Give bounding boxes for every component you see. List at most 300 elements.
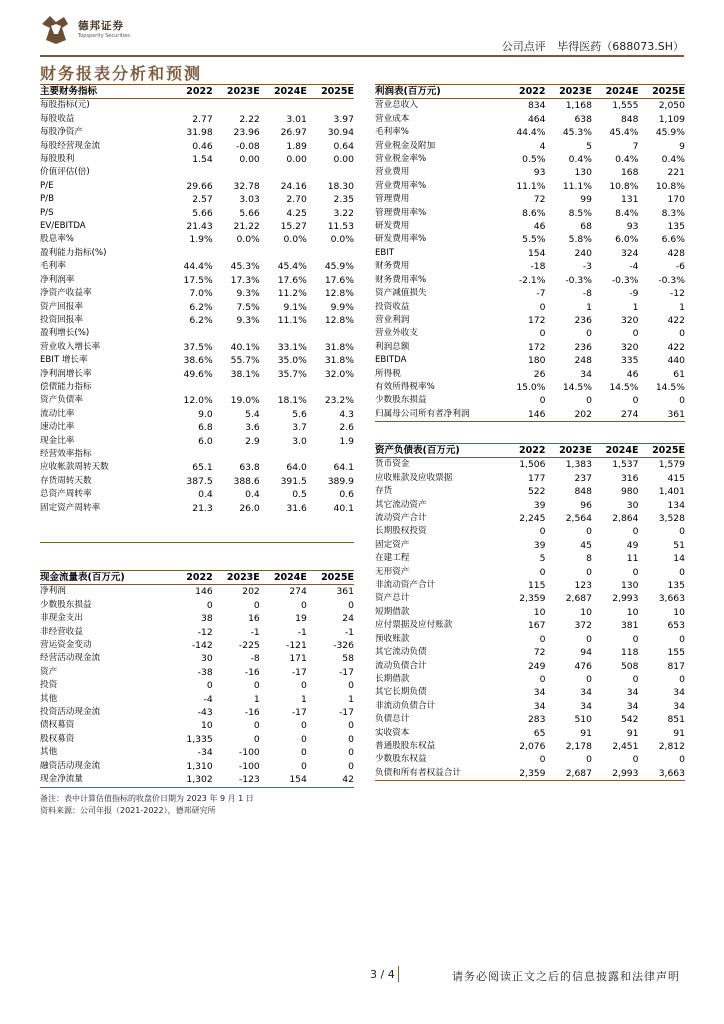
cell-value: -34 [197,747,213,759]
table-row [40,207,354,220]
cell-value: 0 [679,328,685,340]
cell-value: 17.6% [324,274,354,286]
row-label: 应收帐款周转天数 [40,462,109,473]
cell-value: 0 [632,754,639,766]
table-row [375,140,685,153]
cell-value: 26.0 [239,502,260,514]
cell-value: 2.77 [192,113,213,125]
cell-value: 39 [533,499,546,511]
cell-value: 817 [667,660,685,672]
logo-subtext: Topsperity Securities [78,33,130,39]
row-label: 偿债能力指标 [40,381,92,392]
cell-value: 0 [253,720,260,732]
cell-value: 44.4% [516,127,546,139]
cell-value: 0 [348,680,354,692]
cell-value: -0.3% [565,274,592,286]
cell-value: 372 [574,620,592,632]
cell-value: 1,537 [612,459,639,471]
table-row [40,233,354,246]
table-row [40,394,354,407]
cell-value: 61 [673,368,685,380]
cell-value: 9.1% [283,301,307,313]
cell-value: 0.0% [330,234,354,246]
cell-value: 10.8% [655,180,685,192]
cell-value: 0 [301,747,307,759]
year-header: 2024E [260,85,307,99]
cell-value: 0 [206,680,213,692]
table-title: 现金流量表(百万元) [40,571,166,585]
cell-value: 11 [626,553,639,565]
cell-value: 24 [342,613,354,625]
table-row [40,140,354,153]
cell-value: 34 [673,687,685,699]
table-row [40,679,354,692]
table-row [375,619,685,632]
cell-value: 93 [626,221,639,233]
cell-value: 45.9% [655,127,685,139]
row-label: 其他 [40,693,58,704]
cell-value: 34 [673,700,685,712]
row-label: EBITDA [375,355,407,366]
cell-value: 24.16 [280,180,307,192]
cell-value: -16 [244,707,260,719]
cell-value: 34 [580,368,592,380]
cell-value: -3 [582,261,592,273]
cell-value [307,247,354,260]
cell-value: 361 [336,586,354,598]
cell-value: 55.7% [230,355,260,367]
cell-value: 508 [620,660,639,672]
cell-value: 12.0% [183,395,213,407]
row-label: P/E [40,180,54,191]
cell-value: 3,663 [639,767,686,781]
row-label: 毛利率% [375,127,409,138]
cell-value: 851 [667,714,685,726]
row-label: 财务费用率% [375,274,427,285]
table-row [375,740,685,753]
table-row [375,368,685,381]
table-row [40,502,354,515]
cell-value: 2,864 [612,513,639,525]
cell-value: 240 [574,247,592,259]
row-label: 存货 [375,486,393,497]
cell-value: 131 [620,194,639,206]
cell-value: 34 [626,700,639,712]
table-row [40,746,354,759]
row-label: 负债总计 [375,714,410,725]
cell-value: 33.1% [277,341,307,353]
cell-value: 10 [580,606,592,618]
cell-value [213,448,260,461]
table-row [40,368,354,381]
year-header: 2023E [213,571,260,585]
report-type: 公司点评 [501,40,546,53]
cell-value: 0 [679,673,685,685]
cell-value [307,381,354,394]
cell-value: 0.4% [661,154,685,166]
year-header: 2025E [639,444,686,458]
cell-value: 3.22 [333,207,354,219]
cell-value: 0 [301,680,307,692]
cell-value: 38 [200,613,213,625]
cell-value: 16 [248,613,260,625]
cell-value: 9.3% [236,288,260,300]
cell-value: 130 [574,167,592,179]
row-label: 资产 [40,666,58,677]
cell-value: 2,687 [546,767,593,781]
cell-value: 51 [673,539,685,551]
cell-value: 34 [533,700,546,712]
cell-value: -9 [629,288,639,300]
table-row [375,301,685,314]
cell-value: 6.0 [198,435,213,447]
cell-value: 26 [533,368,546,380]
cell-value: 0 [539,395,546,407]
cell-value: 31.98 [186,127,213,139]
report-header [494,38,684,54]
table-row [40,475,354,488]
cell-value: 172 [527,341,546,353]
table-row [375,166,685,179]
table-row [375,646,685,659]
table-row [375,99,685,113]
cell-value: 93 [533,167,546,179]
cell-value: 10 [533,606,546,618]
cell-value: 5.4 [245,408,260,420]
cell-value: 2.35 [333,194,354,206]
table-row [375,287,685,300]
cell-value: -0.08 [236,140,260,152]
cell-value: 177 [527,472,546,484]
row-label: 其它流动负债 [375,647,427,658]
cell-value: 0 [253,599,260,611]
cell-value [260,528,307,542]
cell-value: 422 [667,314,685,326]
row-label: 净资产收益率 [40,288,92,299]
cell-value: 11.1% [516,180,546,192]
cell-value [166,381,213,394]
cell-value: 2,050 [658,100,685,112]
cell-value: 31.8% [324,341,354,353]
cell-value: 72 [533,647,546,659]
table-row [40,247,354,260]
cell-value: 0 [679,526,685,538]
logo-text: 德邦证券 [78,20,124,32]
row-label: 现金净流量 [40,773,166,787]
cell-value: 68 [580,221,592,233]
cell-value: 0 [632,673,639,685]
cell-value: 35.7% [277,368,307,380]
cell-value: 0.4 [245,489,260,501]
row-label: P/S [40,207,54,218]
row-label: 盈利能力指标(%) [40,247,107,258]
cell-value: 29.66 [186,180,213,192]
table-row [40,99,354,113]
table-row [375,247,685,260]
cell-value: 3.7 [292,422,307,434]
table-row [375,606,685,619]
cell-value: 4 [539,140,546,152]
cell-value: 5.6 [292,408,307,420]
table-row [375,408,685,422]
table-row [40,113,354,126]
cell-value: 0.6 [339,489,354,501]
cell-value: 8 [586,553,592,565]
cell-value: -7 [536,288,546,300]
table-row [375,274,685,287]
table-title: 利润表(百万元) [375,85,499,99]
year-header: 2025E [639,85,686,99]
cell-value: 3.01 [286,113,307,125]
table-row [375,354,685,367]
cell-value: 1 [586,301,592,313]
table-row [40,166,354,179]
cell-value: 9.3% [236,314,260,326]
cell-value: 38.6% [183,355,213,367]
cell-value: 0 [301,720,307,732]
cell-value: 0 [586,754,592,766]
cell-value: 135 [667,580,685,592]
cell-value [307,99,354,113]
cell-value: 155 [667,647,685,659]
cell-value: 1,335 [186,733,213,745]
cell-value: 2,993 [592,767,639,781]
cell-value: 464 [527,113,546,125]
cell-value: 542 [620,714,639,726]
year-header: 2022 [166,571,213,585]
cell-value: 0 [301,599,307,611]
cell-value [260,515,307,528]
disclaimer: 请务必阅读正文之后的信息披露和法律声明 [452,970,680,983]
cell-value: 10 [626,606,639,618]
cell-value: 39 [533,539,546,551]
cell-value: 42 [307,773,354,787]
cell-value: 32.0% [324,368,354,380]
table-row [40,408,354,421]
table-row [40,652,354,665]
cell-value: 248 [574,355,592,367]
cell-value [213,381,260,394]
cell-value: 5.66 [239,207,260,219]
table-row [40,515,354,528]
cell-value: 653 [667,620,685,632]
cell-value: 19 [295,613,307,625]
cell-value: 1.9 [339,435,354,447]
row-label: 固定资产 [375,539,410,550]
table-row [375,673,685,686]
cell-value: 3.0 [292,435,307,447]
row-label: 营业税金率% [375,154,427,165]
cell-value: 65.1 [192,462,213,474]
cell-value: 2,451 [612,740,639,752]
cell-value: -0.3% [611,274,639,286]
page-number: 3 / 4 [370,968,395,981]
cell-value: 381 [620,620,639,632]
cell-value [213,528,260,542]
cell-value: 9.0 [198,408,213,420]
cell-value: 11.1% [562,180,592,192]
cell-value: 848 [574,486,592,498]
cell-value: 31.6 [286,502,307,514]
table-row [375,113,685,126]
cell-value: 1,109 [658,113,685,125]
cell-value: 45.9% [324,261,354,273]
table-row [375,552,685,565]
cell-value: -225 [238,640,260,652]
row-label: 投资回报率 [40,314,83,325]
row-label: 非流动负债合计 [375,700,436,711]
year-header: 2023E [546,444,593,458]
table-header-row [375,85,685,99]
row-label: 无形资产 [375,566,410,577]
row-label: 融资活动现金流 [40,760,101,771]
row-label: 资产负债率 [40,395,83,406]
table-row [375,327,685,340]
cell-value: 2,076 [519,740,546,752]
cell-value: 63.8 [239,462,260,474]
cell-value: 30 [200,653,213,665]
row-label: EBIT [375,247,395,258]
cell-value: 6.6% [661,234,685,246]
cell-value: 11.1% [277,314,307,326]
cell-value: 422 [667,341,685,353]
cell-value: 21.43 [186,221,213,233]
cell-value: 46 [533,221,546,233]
cell-value: 2.22 [239,113,260,125]
cell-value: 0 [632,526,639,538]
table-header-row [40,571,354,585]
cell-value: 14 [673,553,685,565]
cell-value: 46 [626,368,639,380]
table-row [40,180,354,193]
cell-value: 168 [620,167,639,179]
row-label: 长期借款 [375,673,410,684]
cell-value [213,166,260,179]
cell-value: 2,687 [565,593,592,605]
cell-value [213,327,260,340]
cell-value [307,166,354,179]
cell-value [307,327,354,340]
row-label: 总资产周转率 [40,489,92,500]
table-row [40,773,354,787]
cell-value: -121 [286,640,307,652]
table-row [375,660,685,673]
cell-value: 0.0% [236,234,260,246]
cell-value: 45.3% [562,127,592,139]
cell-value: 0 [348,733,354,745]
cell-value: 476 [574,660,592,672]
row-label: 财务费用 [375,261,410,272]
cell-value: 3.97 [333,113,354,125]
cell-value: 0.5% [522,154,546,166]
company-logo [40,14,200,48]
cell-value: 0 [586,328,592,340]
cell-value: 249 [527,660,546,672]
cell-value: 0 [253,680,260,692]
cell-value: 17.3% [230,274,260,286]
table-row [375,472,685,485]
cell-value: 154 [527,247,546,259]
cell-value: -0.3% [658,274,685,286]
cell-value: 0.46 [192,140,213,152]
table-row [40,760,354,773]
cell-value: 99 [580,194,592,206]
cell-value: 324 [620,247,639,259]
cell-value: 31.8% [324,355,354,367]
row-label: 流动资产合计 [375,513,427,524]
cell-value: 0.5 [292,489,307,501]
row-label: 有效所得税率% [375,381,435,392]
row-label: 营业总收入 [375,100,418,111]
cell-value: 30.94 [327,127,354,139]
cell-value: 14.5% [562,381,592,393]
row-label: 流动负债合计 [375,660,427,671]
cell-value: 0 [586,633,592,645]
row-label: 经营效率指标 [40,448,92,459]
cell-value: 2,245 [519,513,546,525]
cell-value: -12 [197,626,213,638]
cell-value: 274 [592,408,639,422]
table-row [375,485,685,498]
table-row [375,566,685,579]
row-label: 管理费用率% [375,207,427,218]
cell-value [260,381,307,394]
cell-value: 12.8% [324,314,354,326]
cell-value: 0 [539,526,546,538]
cell-value: 1,579 [658,459,685,471]
cell-value: 7 [632,140,639,152]
table-row [375,686,685,699]
cell-value: 96 [580,499,592,511]
cell-value: 1,302 [166,773,213,787]
cell-value: 0 [348,599,354,611]
cell-value: 10.8% [609,180,639,192]
cell-value: 1 [253,693,260,705]
cell-value: 130 [620,580,639,592]
header-divider [40,55,684,57]
row-label: 毛利率 [40,261,66,272]
cell-value: 91 [580,727,592,739]
table-row [40,260,354,273]
cell-value: 0 [539,754,546,766]
row-label: 应收账款及应收票据 [375,472,453,483]
cell-value: 0 [301,760,307,772]
cell-value: 0 [679,754,685,766]
table-row [375,314,685,327]
cell-value: 12.8% [324,288,354,300]
cell-value: 202 [242,586,260,598]
cell-value [166,99,213,113]
cell-value: 0 [539,633,546,645]
table-title: 资产负债表(百万元) [375,444,499,458]
table-row [40,301,354,314]
row-label: 营业费用率% [375,180,427,191]
cell-value: 172 [527,314,546,326]
cell-value: 320 [620,341,639,353]
cell-value: -38 [197,666,213,678]
cell-value: 2.57 [192,194,213,206]
row-label: 其它长期负债 [375,687,427,698]
row-label: 所得税 [375,368,401,379]
row-label [40,515,166,528]
row-label: 净利润率 [40,274,75,285]
cell-value: 0.4 [198,489,213,501]
cell-value: 0 [586,673,592,685]
cell-value: -4 [629,261,639,273]
cell-value: -8 [250,653,260,665]
cell-value: 0 [539,566,546,578]
row-label: 债权募资 [40,720,75,731]
